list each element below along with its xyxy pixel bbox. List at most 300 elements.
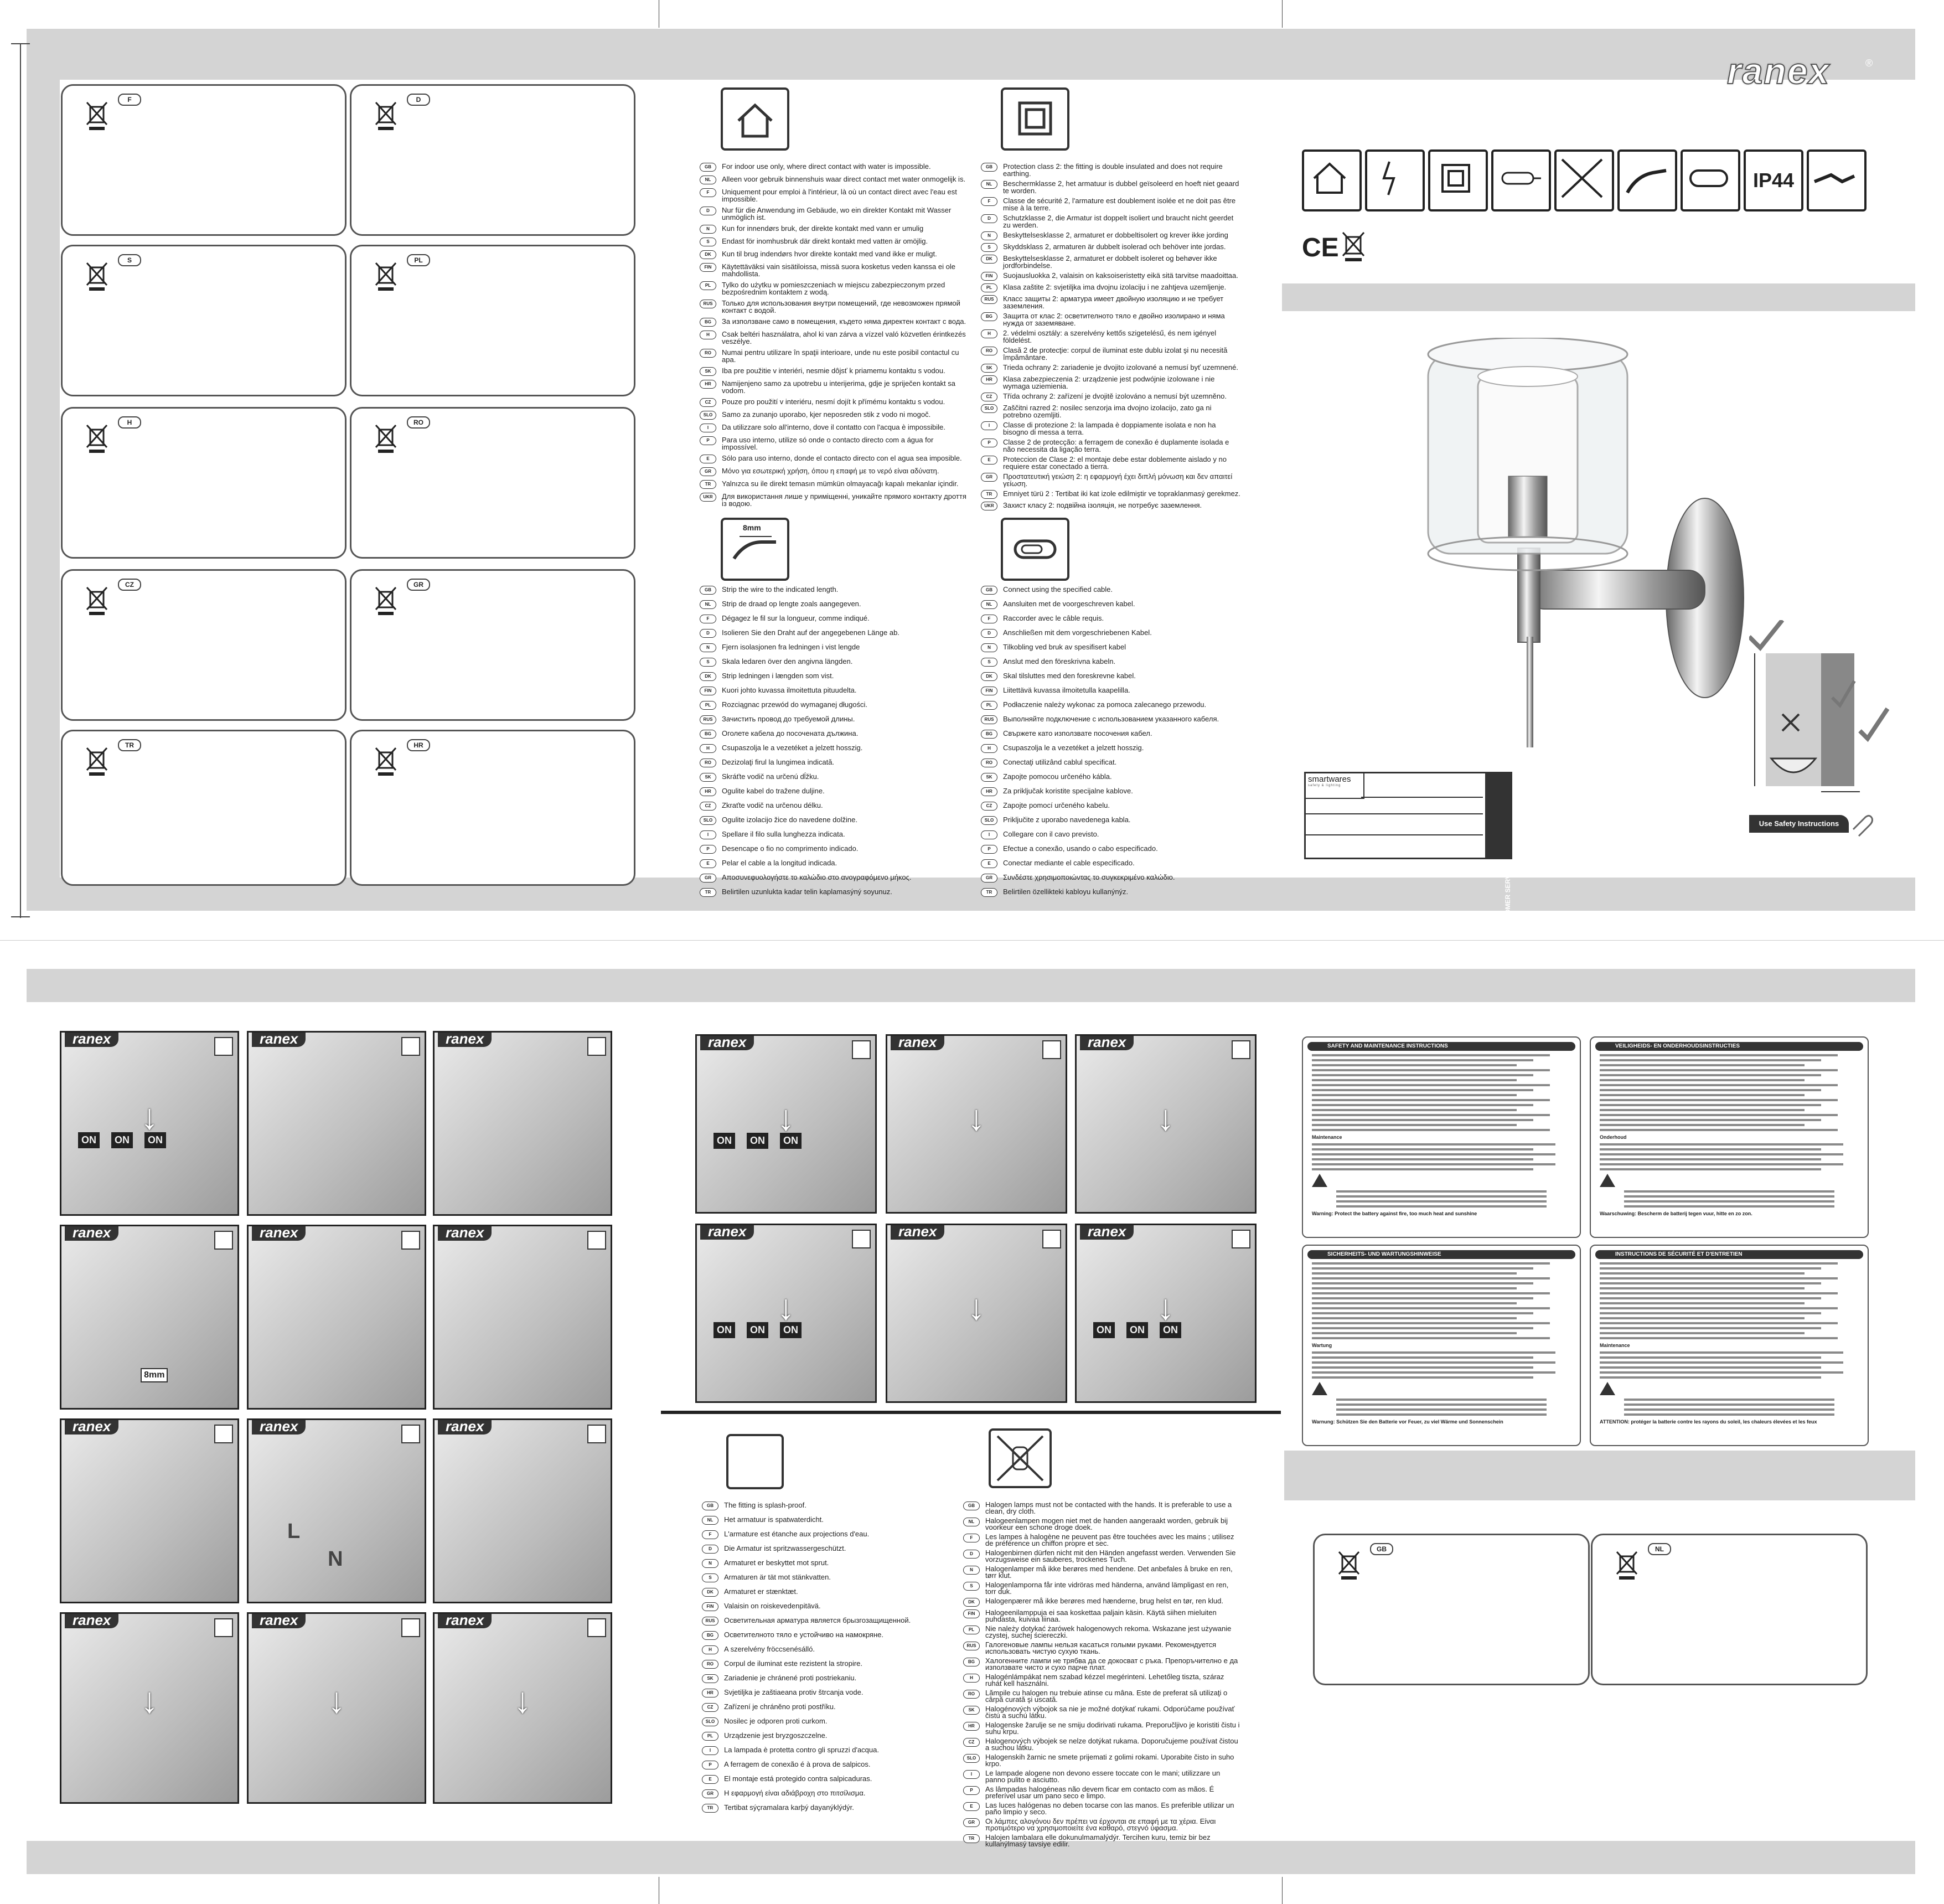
ranex-tab-label: ranex bbox=[1080, 1224, 1134, 1240]
language-text: Numai pentru utilizare în spaţii interioare, unde nu este posibil contactul cu apa. bbox=[722, 348, 959, 364]
text-line bbox=[1336, 1200, 1547, 1203]
language-entry bbox=[700, 380, 971, 394]
top-band-2 bbox=[27, 969, 1915, 1002]
language-entry bbox=[700, 715, 971, 724]
language-code-badge: FIN bbox=[981, 687, 997, 695]
language-code-badge: RO bbox=[700, 349, 716, 358]
language-text: El montaje está protegido contra salpicaduras. bbox=[724, 1774, 872, 1783]
language-text: Μόνο για εσωτερική χρήση, όπου η επαφή με το νερό είναι αδύνατη. bbox=[722, 467, 939, 475]
language-entry bbox=[963, 1566, 1240, 1579]
language-code-badge: S bbox=[700, 238, 716, 246]
language-code-badge: NL bbox=[700, 600, 716, 609]
language-text: Zkraťte vodič na určenou délku. bbox=[722, 801, 823, 809]
language-code-badge: GR bbox=[702, 1789, 718, 1798]
language-text: Только для использования внутри помещений, где невозможен прямой контакт с водой. bbox=[722, 299, 960, 314]
strip-wire-list bbox=[700, 586, 971, 902]
breaker-switch-label: ON bbox=[1093, 1322, 1115, 1338]
safety-instructions-card bbox=[1302, 1036, 1581, 1238]
language-code-badge: F bbox=[963, 1534, 980, 1542]
language-text: Podłaczenie należy wykonac za pomoca zalecanego przewodu. bbox=[1003, 700, 1207, 709]
weee-panel bbox=[61, 730, 347, 886]
text-line bbox=[1600, 1267, 1821, 1270]
language-entry bbox=[700, 600, 971, 609]
language-entry bbox=[963, 1834, 1240, 1848]
language-entry bbox=[700, 830, 971, 839]
language-code-badge: RO bbox=[702, 1660, 718, 1669]
language-entry bbox=[981, 687, 1241, 695]
weee-panel bbox=[1591, 1534, 1868, 1685]
ranex-tab-label: ranex bbox=[252, 1418, 306, 1435]
language-code-badge: SLO bbox=[700, 816, 716, 825]
warning-text: Warning: Protect the battery against fire, too much heat and sunshine bbox=[1312, 1211, 1477, 1216]
splash-proof-list bbox=[702, 1501, 968, 1818]
language-text: Skráťte vodič na určenú dĺžku. bbox=[722, 772, 819, 781]
text-line bbox=[1312, 1104, 1533, 1106]
text-line bbox=[1600, 1163, 1843, 1165]
installation-step-photo bbox=[433, 1225, 612, 1410]
text-line bbox=[1312, 1054, 1550, 1056]
language-code-badge: E bbox=[963, 1802, 980, 1811]
language-entry bbox=[700, 318, 971, 327]
step-checkbox bbox=[214, 1618, 233, 1637]
weee-panel bbox=[350, 569, 635, 721]
language-entry bbox=[981, 643, 1241, 652]
language-entry bbox=[963, 1722, 1240, 1735]
connect-cable-list bbox=[981, 586, 1241, 902]
language-entry bbox=[981, 502, 1241, 510]
language-text: Halogenskih žarnic ne smete prijemati z golimi rokami. Uporabite čisto in suho krpo. bbox=[985, 1753, 1234, 1768]
wall-lamp-illustration bbox=[1417, 338, 1760, 772]
text-line bbox=[1624, 1413, 1834, 1416]
installation-step-photo bbox=[247, 1418, 426, 1603]
arrow-icon: ↓ bbox=[141, 1096, 159, 1137]
language-code-badge: H bbox=[963, 1674, 980, 1683]
registered-mark: ® bbox=[1865, 58, 1873, 69]
language-code-badge: N bbox=[700, 643, 716, 652]
language-entry bbox=[981, 364, 1241, 373]
live-label: L bbox=[287, 1520, 301, 1544]
language-text: За използване само в помещения, където няма директен контакт с вода. bbox=[722, 317, 966, 326]
language-entry bbox=[981, 404, 1241, 419]
ranex-tab-label: ranex bbox=[1080, 1034, 1134, 1050]
language-text: For indoor use only, where direct contact with water is impossible. bbox=[722, 162, 931, 171]
ranex-tab-label: ranex bbox=[438, 1612, 492, 1628]
ranex-tab-label: ranex bbox=[438, 1418, 492, 1435]
language-code-badge: F bbox=[981, 197, 997, 206]
language-entry bbox=[981, 283, 1241, 292]
breaker-switch-label: ON bbox=[1160, 1322, 1181, 1338]
weee-bin-icon bbox=[374, 585, 398, 619]
language-entry bbox=[700, 643, 971, 652]
ranex-tab-label: ranex bbox=[438, 1225, 492, 1241]
language-entry bbox=[963, 1674, 1240, 1687]
language-code-badge: GR bbox=[963, 1818, 980, 1827]
language-text: Iba pre použitie v interiéri, nesmie dôjsť k priamemu kontaktu s vodou. bbox=[722, 367, 945, 375]
language-text: Halogenpærer må ikke berøres med hænderne, brug helst en tør, ren klud. bbox=[985, 1597, 1223, 1605]
text-line bbox=[1312, 1079, 1517, 1081]
language-text: Kun for innendørs bruk, der direkte kontakt med vann er umulig bbox=[722, 224, 924, 233]
language-entry bbox=[702, 1602, 968, 1611]
text-line bbox=[1336, 1399, 1547, 1401]
text-line bbox=[1312, 1272, 1517, 1275]
installation-step-photo bbox=[247, 1031, 426, 1216]
language-entry bbox=[702, 1545, 968, 1554]
crop-mark bbox=[11, 43, 30, 44]
language-text: Pouze pro použití v interiéru, nesmí dojít k přímému kontaktu s vodou. bbox=[722, 398, 945, 406]
language-text: Conectaţi utilizând cablul specificat. bbox=[1003, 758, 1117, 766]
language-text: Strip ledningen i længden som vist. bbox=[722, 672, 834, 680]
language-text: Halogenske žarulje se ne smiju dodirivati rukama. Preporučljivo je koristiti čistu i suhu krpu. bbox=[985, 1721, 1240, 1736]
language-entry bbox=[702, 1501, 968, 1510]
language-code-badge: I bbox=[981, 421, 997, 430]
language-entry bbox=[981, 830, 1241, 839]
text-line bbox=[1600, 1059, 1821, 1061]
language-entry bbox=[700, 436, 971, 451]
language-text: Priključite z uporabo navedenega kabla. bbox=[1003, 816, 1131, 824]
card-title: SICHERHEITS- UND WARTUNGSHINWEISE bbox=[1307, 1250, 1575, 1259]
language-entry bbox=[702, 1746, 968, 1755]
weee-panel bbox=[350, 407, 635, 559]
language-text: Защита от клас 2: осветителното тяло е двойно изолирано и няма нужда от заземяване. bbox=[1003, 312, 1225, 327]
language-entry bbox=[702, 1732, 968, 1741]
text-line bbox=[1600, 1282, 1821, 1284]
bathroom-zone-diagram bbox=[1749, 620, 1893, 806]
weee-bin-icon bbox=[85, 585, 109, 619]
text-line bbox=[1600, 1371, 1843, 1374]
text-line bbox=[1600, 1094, 1805, 1096]
language-entry bbox=[700, 424, 971, 432]
language-code-badge: NL bbox=[700, 176, 716, 184]
language-entry bbox=[981, 658, 1241, 667]
language-text: Clasă 2 de protecţie: corpul de iluminat este dublu izolat şi nu necesită împământare. bbox=[1003, 346, 1228, 362]
breaker-switch-label: ON bbox=[144, 1132, 166, 1148]
language-code-badge: SK bbox=[700, 367, 716, 376]
language-entry bbox=[981, 255, 1241, 269]
language-entry bbox=[981, 473, 1241, 487]
arrow-icon: ↓ bbox=[967, 1287, 985, 1328]
language-text: Collegare con il cavo previsto. bbox=[1003, 830, 1099, 838]
language-entry bbox=[700, 331, 971, 345]
left-band-1 bbox=[27, 80, 60, 910]
language-entry bbox=[981, 438, 1241, 453]
text-line bbox=[1600, 1153, 1843, 1155]
language-code-badge: H bbox=[981, 329, 997, 338]
ce-mark: CE bbox=[1302, 233, 1339, 262]
language-text: Halogenbirnen dürfen nicht mit den Händen angefasst werden. Verwenden Sie vorzugsweise ein sauberes, trockenes Tuch. bbox=[985, 1549, 1236, 1564]
language-badge: D bbox=[407, 94, 430, 106]
language-entry bbox=[981, 456, 1241, 470]
language-badge: CZ bbox=[118, 579, 141, 591]
language-code-badge: UKR bbox=[700, 493, 716, 502]
language-entry bbox=[981, 730, 1241, 739]
language-text: Halogénových výbojok sa nie je možné dotýkať rukami. Odporúčame používať čistú a suchú látku. bbox=[985, 1705, 1235, 1720]
language-code-badge: S bbox=[981, 243, 997, 252]
text-line bbox=[1600, 1292, 1838, 1294]
language-text: Le lampade alogene non devono essere toccate con le mani; utilizzare un panno pulito e asciutto. bbox=[985, 1769, 1221, 1784]
language-entry bbox=[981, 845, 1241, 854]
text-line bbox=[1600, 1376, 1821, 1379]
language-text: Corpul de iluminat este rezistent la stropire. bbox=[724, 1659, 863, 1668]
language-code-badge: SLO bbox=[963, 1754, 980, 1763]
strip-wire-icon bbox=[1617, 149, 1677, 211]
language-code-badge: BG bbox=[700, 730, 716, 739]
weee-bin-icon bbox=[85, 100, 109, 134]
language-code-badge: NL bbox=[981, 600, 997, 609]
language-text: Het armatuur is spatwaterdicht. bbox=[724, 1515, 824, 1524]
text-line bbox=[1312, 1124, 1517, 1126]
language-entry bbox=[963, 1518, 1240, 1531]
ranex-tab-label: ranex bbox=[65, 1418, 118, 1435]
language-text: Skal tilsluttes med den foreskrevne kabel. bbox=[1003, 672, 1136, 680]
weee-bin-icon bbox=[374, 261, 398, 295]
language-code-badge: SK bbox=[981, 773, 997, 782]
text-line bbox=[1600, 1084, 1838, 1086]
language-entry bbox=[981, 816, 1241, 825]
weee-panel bbox=[350, 245, 635, 396]
installation-step-photo bbox=[433, 1031, 612, 1216]
text-line bbox=[1624, 1404, 1834, 1406]
language-code-badge: CZ bbox=[981, 802, 997, 811]
language-entry bbox=[700, 629, 971, 638]
language-entry bbox=[981, 243, 1241, 252]
text-line bbox=[1600, 1322, 1838, 1324]
language-text: Klasa zabezpieczenia 2: urządzenie jest podwójnie izolowane i nie wymaga uziemienia. bbox=[1003, 375, 1215, 390]
breaker-switch-label: ON bbox=[780, 1322, 802, 1338]
language-code-badge: I bbox=[700, 424, 716, 432]
language-code-badge: PL bbox=[700, 701, 716, 710]
arrow-icon: ↓ bbox=[141, 1680, 159, 1720]
indoor-use-list bbox=[700, 163, 971, 511]
language-code-badge: SLO bbox=[702, 1717, 718, 1726]
language-text: Nie należy dotykać żarówek halogenowych rekoma. Wskazane jest używanie czystej, suchej ściereczki. bbox=[985, 1624, 1232, 1639]
language-entry bbox=[700, 411, 971, 420]
language-entry bbox=[700, 802, 971, 811]
text-line bbox=[1312, 1148, 1533, 1150]
language-entry bbox=[981, 393, 1241, 401]
text-line bbox=[1600, 1297, 1821, 1299]
language-code-badge: E bbox=[700, 859, 716, 868]
ranex-tab-label: ranex bbox=[891, 1034, 944, 1050]
language-text: Nur für die Anwendung im Gebäude, wo ein direkter Kontakt mit Wasser unmöglich ist. bbox=[722, 206, 952, 221]
language-text: Desencape o fio no comprimento indicado. bbox=[722, 844, 859, 853]
language-text: Spellare il filo sulla lunghezza indicata. bbox=[722, 830, 845, 838]
language-entry bbox=[702, 1516, 968, 1525]
language-text: Armaturet er stænktæt. bbox=[724, 1587, 798, 1596]
top-band-1 bbox=[27, 29, 1915, 80]
warning-triangle-icon bbox=[1600, 1382, 1615, 1395]
language-text: Выполняйте подключение с использованием указанного кабеля. bbox=[1003, 715, 1219, 723]
language-entry bbox=[981, 744, 1241, 753]
language-code-badge: P bbox=[963, 1786, 980, 1795]
text-line bbox=[1600, 1277, 1838, 1279]
ranex-logo: ranex bbox=[1727, 50, 1831, 91]
language-text: Za priključak koristite specijalne kablove. bbox=[1003, 787, 1133, 795]
language-text: Halogénlámpákat nem szabad kézzel megérinteni. Lehetőleg tiszta, száraz ruhát kell használni. bbox=[985, 1673, 1224, 1688]
language-entry bbox=[702, 1530, 968, 1539]
language-entry bbox=[702, 1761, 968, 1769]
breaker-switch-label: ON bbox=[747, 1322, 768, 1338]
language-code-badge: FIN bbox=[700, 263, 716, 272]
text-line bbox=[1312, 1064, 1517, 1066]
language-text: Urządzenie jest bryzgoszczelne. bbox=[724, 1731, 828, 1740]
language-code-badge: SK bbox=[702, 1674, 718, 1683]
arrow-icon: ↓ bbox=[514, 1680, 532, 1720]
language-code-badge: NL bbox=[963, 1518, 980, 1526]
language-text: Fjern isolasjonen fra ledningen i vist lengde bbox=[722, 643, 860, 651]
language-code-badge: F bbox=[981, 615, 997, 623]
strip-length-label: 8mm bbox=[141, 1368, 168, 1382]
language-entry bbox=[700, 672, 971, 681]
warning-triangle-icon bbox=[1312, 1382, 1327, 1395]
language-code-badge: SLO bbox=[700, 411, 716, 420]
language-text: Conectar mediante el cable especificado. bbox=[1003, 859, 1135, 867]
no-touch-halogen-icon bbox=[989, 1428, 1052, 1488]
arrow-icon: ↓ bbox=[1156, 1098, 1175, 1138]
language-code-badge: P bbox=[981, 845, 997, 854]
section-divider bbox=[661, 1411, 1281, 1414]
language-code-badge: HR bbox=[700, 787, 716, 796]
text-line bbox=[1336, 1190, 1547, 1193]
language-text: Belirtilen uzunlukta kadar telin kaplamasýný soyunuz. bbox=[722, 887, 892, 896]
step-checkbox bbox=[587, 1231, 606, 1250]
no-touch-icon bbox=[1554, 149, 1614, 211]
language-code-badge: S bbox=[963, 1582, 980, 1591]
language-text: Classe di protezione 2: la lampada è doppiamente isolata e non ha bisogno di messa a terra. bbox=[1003, 421, 1216, 436]
text-line bbox=[1336, 1408, 1547, 1411]
language-code-badge: I bbox=[963, 1770, 980, 1779]
weee-bin-icon bbox=[374, 100, 398, 134]
language-text: Свържете като използвате посочения кабел. bbox=[1003, 729, 1152, 737]
language-entry bbox=[700, 787, 971, 796]
language-entry bbox=[702, 1804, 968, 1813]
language-code-badge: GR bbox=[700, 467, 716, 476]
breaker-switch-label: ON bbox=[78, 1132, 100, 1148]
text-line bbox=[1600, 1327, 1821, 1329]
language-entry bbox=[981, 295, 1241, 309]
installation-step-photo bbox=[247, 1225, 426, 1410]
use-safety-instructions-label: Use Safety Instructions bbox=[1749, 815, 1849, 833]
text-line bbox=[1312, 1356, 1533, 1359]
language-entry bbox=[700, 658, 971, 667]
language-text: Ogulite kabel do tražene duljine. bbox=[722, 787, 825, 795]
language-text: Svjetiljka je zaštiaeana protiv štrcanja vode. bbox=[724, 1688, 864, 1696]
language-code-badge: F bbox=[700, 615, 716, 623]
language-entry bbox=[700, 367, 971, 376]
language-entry bbox=[981, 197, 1241, 211]
language-code-badge: DK bbox=[700, 672, 716, 681]
language-code-badge: DK bbox=[981, 255, 997, 264]
breaker-switch-label: ON bbox=[714, 1133, 735, 1149]
ranex-tab-label: ranex bbox=[891, 1224, 944, 1240]
halogen-lamp-list bbox=[963, 1501, 1240, 1850]
language-text: Armaturet er beskyttet mot sprut. bbox=[724, 1559, 829, 1567]
language-entry bbox=[700, 207, 971, 221]
language-entry bbox=[700, 859, 971, 868]
text-line bbox=[1600, 1064, 1805, 1066]
language-badge: TR bbox=[118, 739, 141, 751]
language-entry bbox=[700, 467, 971, 476]
language-code-badge: E bbox=[702, 1775, 718, 1784]
language-text: Dégagez le fil sur la longueur, comme indiqué. bbox=[722, 614, 870, 622]
text-line bbox=[1312, 1351, 1555, 1354]
language-entry bbox=[981, 701, 1241, 710]
weee-panel bbox=[61, 407, 347, 559]
language-code-badge: S bbox=[981, 658, 997, 667]
language-text: 2. védelmi osztály: a szerelvény kettős szigetelésű, és nem igényel földelést. bbox=[1003, 329, 1217, 344]
language-entry bbox=[981, 312, 1241, 327]
language-text: Halogen lamps must not be contacted with the hands. It is preferable to use a clean, dry cloth. bbox=[985, 1500, 1232, 1515]
ranex-tab-label: ranex bbox=[65, 1031, 118, 1047]
language-text: Les lampes à halogène ne peuvent pas être touchées avec les mains ; utilisez de préférence un chiffon propre et sec. bbox=[985, 1533, 1234, 1547]
language-entry bbox=[702, 1674, 968, 1683]
language-code-badge: S bbox=[702, 1573, 718, 1582]
language-text: Халогенните лампи не трябва да се докосват с ръка. Препоръчително е да използвате чисто и сухо парче плат. bbox=[985, 1657, 1238, 1671]
text-line bbox=[1312, 1099, 1550, 1101]
language-text: Halogeenlampen mogen niet met de handen aangeraakt worden, gebruik bij voorkeur een schone droge doek. bbox=[985, 1516, 1228, 1531]
halogen-lamp-icon bbox=[1491, 149, 1551, 211]
text-line bbox=[1312, 1262, 1550, 1265]
language-code-badge: N bbox=[981, 643, 997, 652]
language-text: Halogenlamporna får inte vidröras med händerna, använd lämpligast en ren, torr duk. bbox=[985, 1581, 1229, 1596]
language-entry bbox=[981, 421, 1241, 436]
text-line bbox=[1312, 1143, 1555, 1146]
text-line bbox=[1600, 1104, 1821, 1106]
breaker-switch-label: ON bbox=[1126, 1322, 1148, 1338]
arrow-icon: ↓ bbox=[777, 1287, 795, 1328]
language-code-badge: D bbox=[981, 629, 997, 638]
language-code-badge: D bbox=[702, 1545, 718, 1554]
language-text: Αποσυνεφυολογήστε το καλώδιο στο ανογραφόμενο μήκος. bbox=[722, 873, 912, 881]
language-code-badge: TR bbox=[700, 480, 716, 489]
language-entry bbox=[981, 802, 1241, 811]
crop-mark bbox=[1282, 1877, 1283, 1904]
language-code-badge: N bbox=[963, 1566, 980, 1575]
language-code-badge: GR bbox=[981, 473, 997, 482]
language-text: Оголете кабела до посочената дължина. bbox=[722, 729, 859, 737]
installation-step-photo bbox=[695, 1224, 877, 1403]
language-text: Raccorder avec le câble requis. bbox=[1003, 614, 1104, 622]
language-text: Connect using the specified cable. bbox=[1003, 585, 1113, 594]
language-entry bbox=[700, 888, 971, 897]
language-entry bbox=[700, 281, 971, 296]
warning-text: ATTENTION: protéger la batterie contre les rayons du soleil, les chaleurs élevées et les feux bbox=[1600, 1419, 1817, 1425]
language-text: Осветительная арматура является брызгозащищенной. bbox=[724, 1616, 911, 1624]
crop-mark bbox=[11, 916, 30, 917]
language-text: Dezizolaţi firul la lungimea indicată. bbox=[722, 758, 835, 766]
arrow-icon: ↓ bbox=[967, 1098, 985, 1138]
language-entry bbox=[702, 1689, 968, 1697]
text-line bbox=[1312, 1109, 1517, 1111]
language-text: As lâmpadas halogéneas não devem ficar em contacto com as mãos. É preferível usar um pano seco e limpo. bbox=[985, 1785, 1214, 1800]
strip-length-label: 8mm bbox=[743, 523, 761, 532]
indoor-house-icon bbox=[721, 87, 789, 151]
text-line bbox=[1312, 1332, 1517, 1334]
language-code-badge: I bbox=[700, 830, 716, 839]
language-code-badge: HR bbox=[981, 375, 997, 384]
language-entry bbox=[700, 176, 971, 184]
text-line bbox=[1600, 1332, 1805, 1334]
language-code-badge: CZ bbox=[963, 1738, 980, 1747]
text-line bbox=[1600, 1074, 1821, 1076]
text-line bbox=[1600, 1312, 1821, 1314]
text-line bbox=[1312, 1129, 1550, 1131]
language-text: Csak beltéri használatra, ahol ki van zárva a vízzel való közvetlen érintkezés veszélye. bbox=[722, 330, 966, 345]
language-code-badge: FIN bbox=[981, 272, 997, 281]
neutral-label: N bbox=[328, 1547, 343, 1571]
connector-icon bbox=[1681, 149, 1740, 211]
weee-panel bbox=[61, 245, 347, 396]
language-code-badge: RO bbox=[981, 347, 997, 355]
